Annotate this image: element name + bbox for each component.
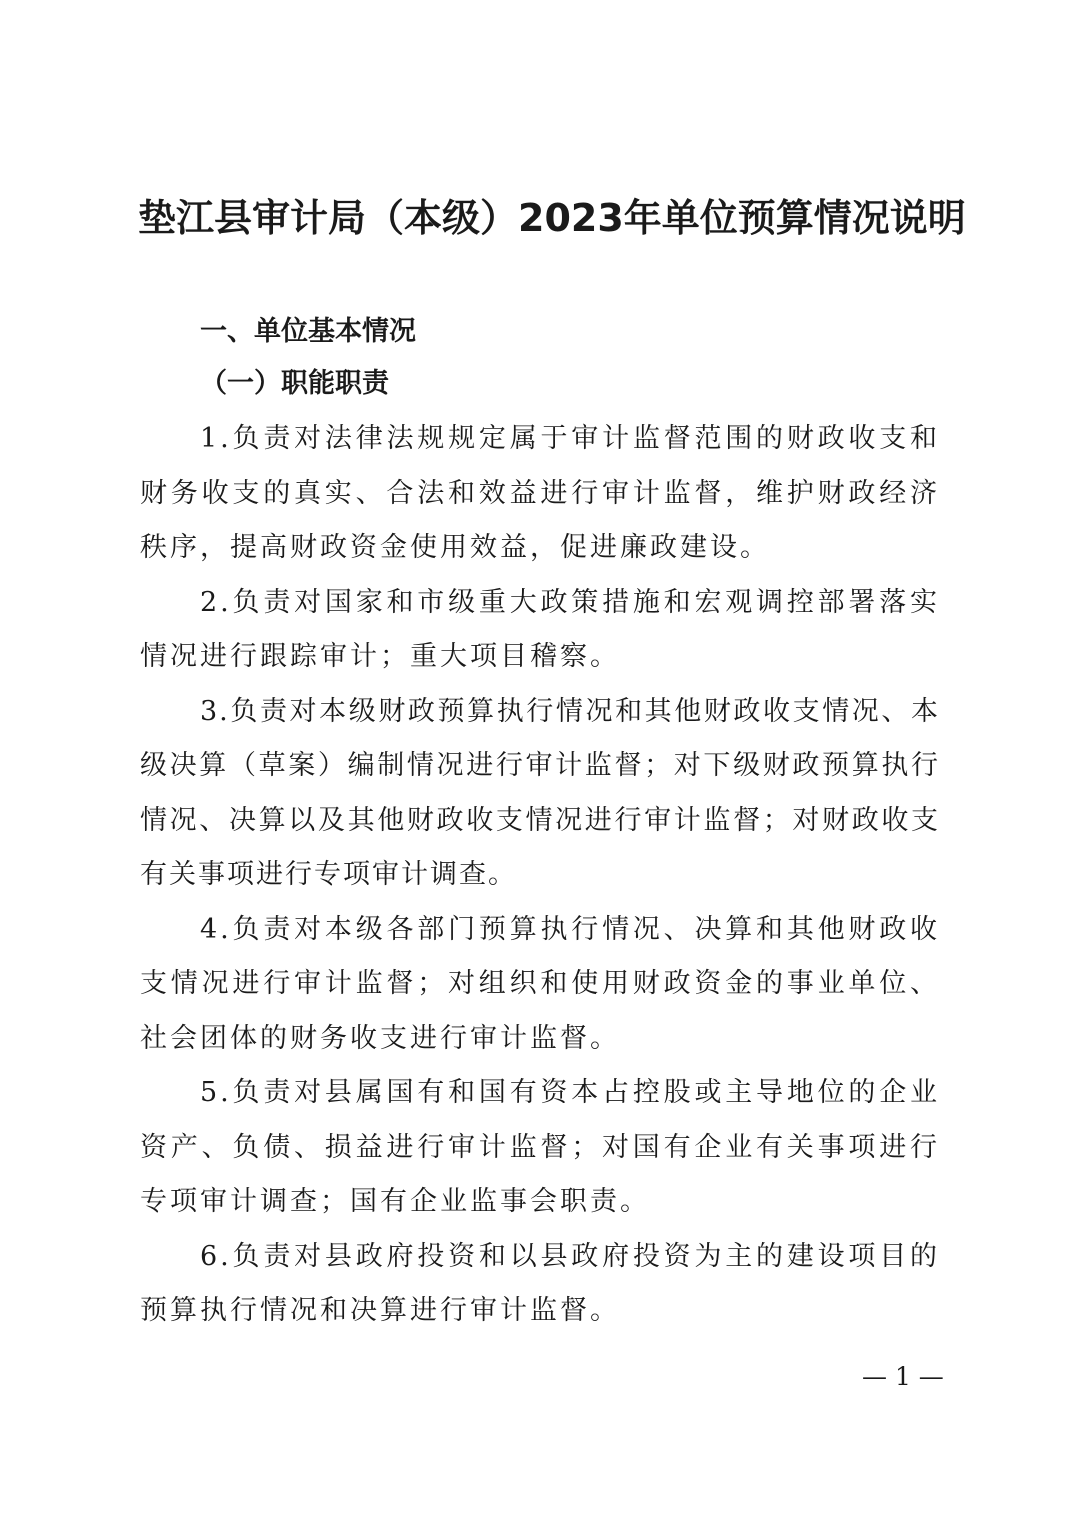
duty-paragraph-2: 2.负责对国家和市级重大政策措施和宏观调控部署落实情况进行跟踪审计；重大项目稽察。 (140, 586, 940, 672)
document-title: 垫江县审计局（本级）2023年单位预算情况说明 (138, 196, 966, 240)
document-body (140, 308, 940, 1339)
section-heading: 一、单位基本情况 (200, 316, 416, 347)
page-number: — 1 — (862, 1362, 944, 1391)
duty-paragraph-5: 5.负责对县属国有和国有资本占控股或主导地位的企业资产、负债、损益进行审计监督；对国有企业有关事项进行专项审计调查；国有企业监事会职责。 (140, 1077, 940, 1217)
subsection-heading: （一）职能职责 (200, 368, 389, 399)
duty-paragraph-6: 6.负责对县政府投资和以县政府投资为主的建设项目的预算执行情况和决算进行审计监督。 (140, 1240, 940, 1326)
duty-paragraph-3: 3.负责对本级财政预算执行情况和其他财政收支情况、本级决算（草案）编制情况进行审计监督；对下级财政预算执行情况、决算以及其他财政收支情况进行审计监督；对财政收支有关事项进行专项审计调查。 (140, 695, 940, 890)
duty-paragraph-4: 4.负责对本级各部门预算执行情况、决算和其他财政收支情况进行审计监督；对组织和使用财政资金的事业单位、社会团体的财务收支进行审计监督。 (140, 913, 940, 1054)
duty-paragraph-1: 1.负责对法律法规规定属于审计监督范围的财政收支和财务收支的真实、合法和效益进行审计监督，维护财政经济秩序，提高财政资金使用效益，促进廉政建设。 (140, 423, 940, 563)
